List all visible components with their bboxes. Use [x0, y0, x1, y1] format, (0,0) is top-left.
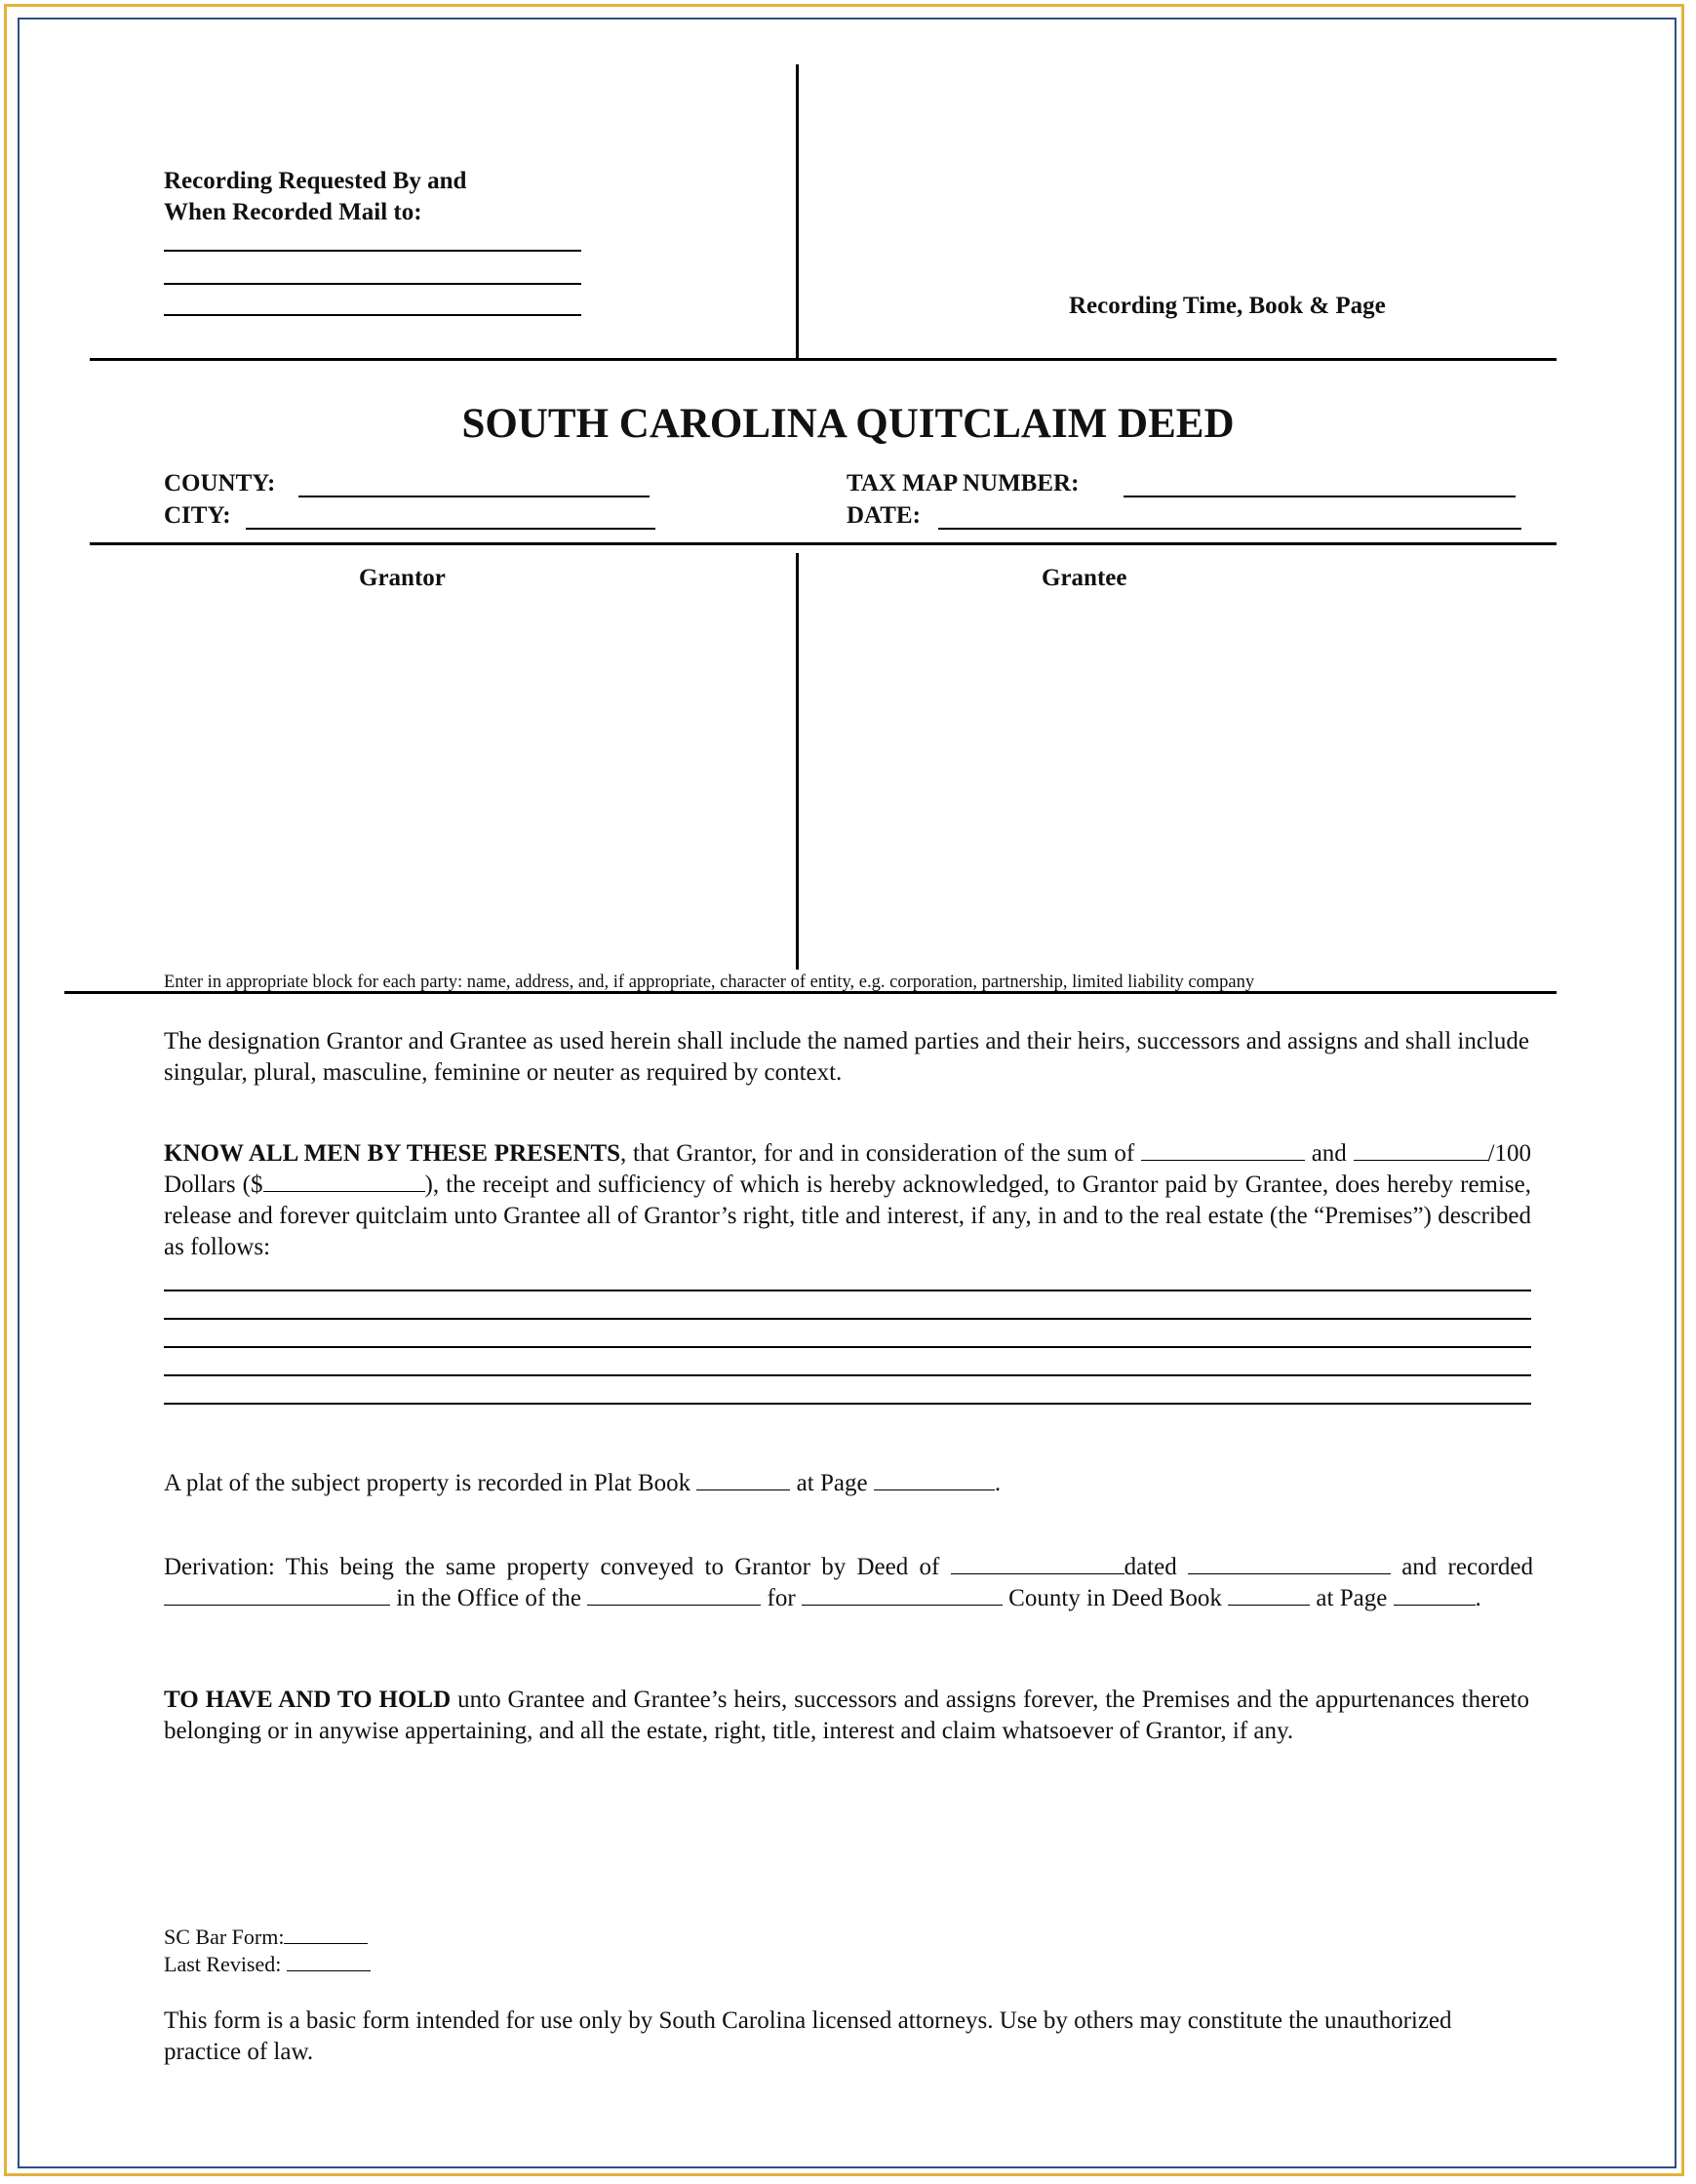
derivation-paragraph	[164, 1552, 1533, 1614]
header-bottom-rule	[90, 358, 1557, 361]
consideration-and: and	[1304, 1140, 1347, 1167]
mail-to-line-1[interactable]	[164, 250, 581, 252]
grantee-block[interactable]	[806, 597, 1527, 966]
party-instruction: Enter in appropriate block for each party: name, address, and, if appropriate, character of entity, e.g. corporation, partnership, limited liability company	[164, 973, 1255, 991]
derivation-text-3: in the Office of the	[390, 1585, 588, 1611]
city-input-line[interactable]	[246, 528, 655, 530]
derivation-text-4: for	[761, 1585, 802, 1611]
derivation-dated: dated	[1124, 1554, 1188, 1580]
deed-page-blank[interactable]	[1394, 1583, 1476, 1606]
parties-divider-vertical	[796, 553, 799, 970]
page-border-inner	[18, 18, 1676, 2168]
consideration-paragraph	[164, 1138, 1531, 1263]
recording-time-label: Recording Time, Book & Page	[1069, 293, 1386, 319]
plat-text-2: at Page	[796, 1470, 874, 1496]
deed-of-blank[interactable]	[951, 1552, 1124, 1574]
tax-map-field	[847, 468, 1079, 499]
grantor-block[interactable]	[164, 597, 788, 966]
derivation-text-6: at Page	[1310, 1585, 1394, 1611]
description-line-3[interactable]	[164, 1346, 1531, 1348]
recording-requested-line1: Recording Requested By and	[164, 168, 467, 194]
county-label: COUNTY:	[164, 470, 276, 496]
sc-bar-form	[164, 1924, 368, 1950]
recording-requested-line2: When Recorded Mail to:	[164, 199, 422, 225]
mail-to-line-3[interactable]	[164, 314, 581, 316]
designation-text: The designation Grantor and Grantee as used herein shall include the named parties and their heirs, successors and assigns and shall include singular, plural, masculine, feminine or neuter as required by context.	[164, 1028, 1529, 1086]
description-line-4[interactable]	[164, 1374, 1531, 1376]
consideration-amount-blank[interactable]	[1141, 1138, 1305, 1161]
date-field	[847, 500, 921, 532]
know-all-heading: KNOW ALL MEN BY THESE PRESENTS	[164, 1140, 621, 1167]
last-revised	[164, 1951, 371, 1977]
tax-map-label: TAX MAP NUMBER:	[847, 470, 1080, 496]
derivation-text-2: and recorded	[1390, 1554, 1533, 1580]
city-field	[164, 500, 231, 532]
fields-bottom-rule	[90, 542, 1557, 545]
recording-requested-label	[164, 166, 466, 228]
deed-date-blank[interactable]	[1188, 1552, 1391, 1574]
plat-text-1: A plat of the subject property is recorded in Plat Book	[164, 1470, 697, 1496]
deed-book-blank[interactable]	[1228, 1583, 1310, 1606]
date-label: DATE:	[847, 502, 921, 529]
disclaimer-text: This form is a basic form intended for use only by South Carolina licensed attorneys. Use by others may constitute the unauthorized practice of law.	[164, 2007, 1452, 2065]
tax-map-input-line[interactable]	[1124, 496, 1516, 497]
date-input-line[interactable]	[938, 528, 1521, 530]
consideration-text-3: ), the receipt and sufficiency of which is hereby acknowledged, to Grantor paid by Grantee, does hereby remise, release and forever quitclaim unto Grantee all of Grantor’s right, title and interest, if any, in and to the real estate (the “Premises”) described as follows:	[164, 1171, 1532, 1260]
consideration-text-1: , that Grantor, for and in consideration of the sum of	[620, 1140, 1141, 1167]
disclaimer-paragraph	[164, 2005, 1490, 2068]
sc-bar-form-label: SC Bar Form:	[164, 1925, 285, 1949]
derivation-text-1: Derivation: This being the same property conveyed to Grantor by Deed of	[164, 1554, 951, 1580]
document-title: SOUTH CAROLINA QUITCLAIM DEED	[461, 401, 1235, 447]
header-divider-vertical	[796, 64, 799, 359]
plat-paragraph	[164, 1468, 1529, 1499]
description-line-1[interactable]	[164, 1290, 1531, 1291]
cents-blank[interactable]	[1354, 1138, 1488, 1161]
sc-bar-form-blank[interactable]	[284, 1924, 368, 1944]
derivation-text-5: County in Deed Book	[1002, 1585, 1229, 1611]
description-line-5[interactable]	[164, 1403, 1531, 1405]
plat-page-blank[interactable]	[874, 1468, 995, 1490]
grantor-label: Grantor	[359, 565, 446, 591]
habendum-text: unto Grantee and Grantee’s heirs, successors and assigns forever, the Premises and the appurtenances thereto belonging or in anywise appertaining, and all the estate, right, title, interest and claim whatsoever of Grantor, if any.	[164, 1687, 1530, 1744]
plat-text-3: .	[994, 1470, 1002, 1496]
city-label: CITY:	[164, 502, 231, 529]
habendum-heading: TO HAVE AND TO HOLD	[164, 1687, 452, 1713]
county-blank[interactable]	[802, 1583, 1003, 1606]
mail-to-line-2[interactable]	[164, 283, 581, 285]
recorded-date-blank[interactable]	[164, 1583, 390, 1606]
parties-bottom-rule	[64, 991, 1557, 994]
last-revised-blank[interactable]	[287, 1951, 371, 1971]
grantee-label: Grantee	[1042, 565, 1127, 591]
designation-paragraph	[164, 1026, 1529, 1089]
consideration-text-2: /100 Dollars ($	[164, 1140, 1531, 1198]
last-revised-label: Last Revised:	[164, 1952, 287, 1976]
office-blank[interactable]	[587, 1583, 761, 1606]
county-input-line[interactable]	[298, 496, 650, 497]
county-field	[164, 468, 275, 499]
plat-book-blank[interactable]	[696, 1468, 790, 1490]
habendum-paragraph	[164, 1685, 1529, 1747]
dollar-amount-blank[interactable]	[263, 1170, 425, 1192]
description-line-2[interactable]	[164, 1318, 1531, 1320]
derivation-text-7: .	[1475, 1585, 1481, 1611]
